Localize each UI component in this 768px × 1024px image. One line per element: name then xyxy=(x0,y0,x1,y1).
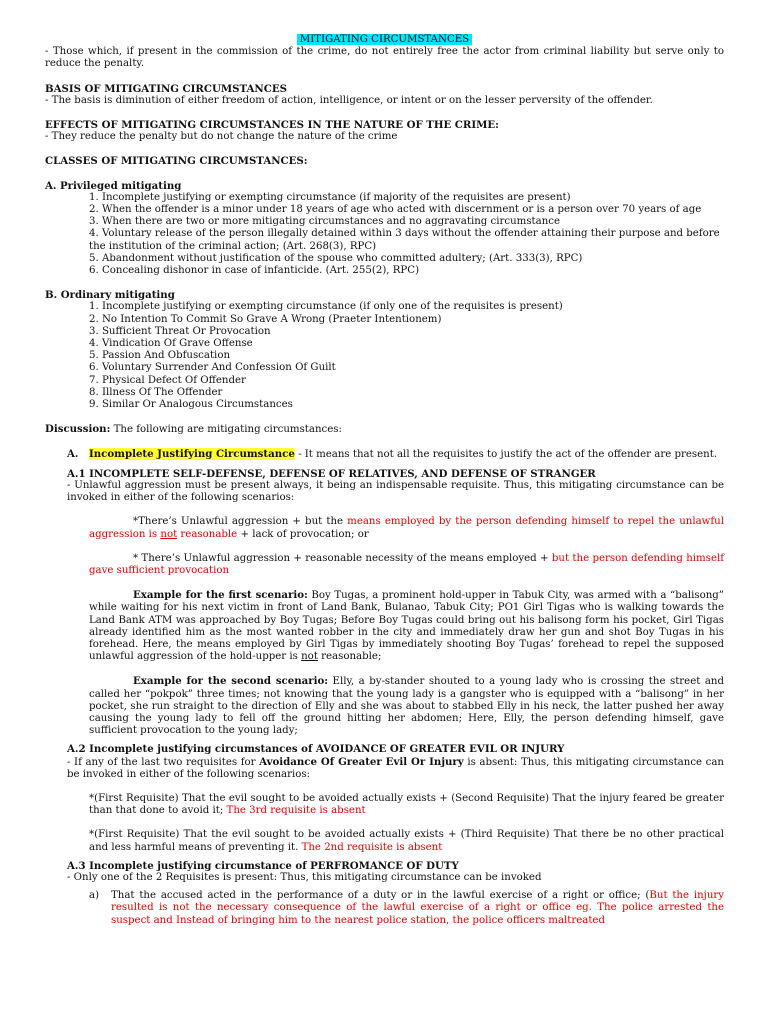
privileged-list xyxy=(45,192,724,277)
a1-scenario-1: *There’s Unlawful aggression + but the means employed by the person defending himself to repel the unlawful aggression is not reasonable + lack of provocation; or xyxy=(89,516,724,540)
a2-heading: A.2 Incomplete justifying circumstances of AVOIDANCE OF GREATER EVIL OR INJURY xyxy=(67,743,565,756)
list-item: 7. Physical Defect Of Offender xyxy=(89,374,246,386)
list-item: 8. Illness Of The Offender xyxy=(89,386,223,398)
list-item: 4. Vindication Of Grave Offense xyxy=(89,338,253,350)
section-a-marker: A. xyxy=(67,448,79,461)
a3-item-a-marker: a) xyxy=(89,890,100,902)
section-a-title: Incomplete Justifying Circumstance xyxy=(89,448,295,461)
a2-text: - If any of the last two requisites for Avoidance Of Greater Evil Or Injury is absent: Thus, this mitigating circumstance can be invoked in either of the following scenarios: xyxy=(67,755,724,780)
a1-scenario-2: * There’s Unlawful aggression + reasonable necessity of the means employed + but the person defending himself gave sufficient provocation xyxy=(89,552,724,576)
section-a: A. Incomplete Justifying Circumstance - It means that not all the requisites to justify the act of the offender are present. xyxy=(67,448,718,461)
list-item: 2. No Intention To Commit So Grave A Wrong (Praeter Intentionem) xyxy=(89,313,442,325)
a3-item-a: a) That the accused acted in the performance of a duty or in the lawful exercise of a right or office; (But the injury resulted is not the necessary consequence of the lawful exercise of a right or office eg. The police arrested the suspect and Instead of bringing him to the nearest police station, the police officers maltreated xyxy=(89,890,724,926)
a1-heading: A.1 INCOMPLETE SELF-DEFENSE, DEFENSE OF RELATIVES, AND DEFENSE OF STRANGER xyxy=(67,467,596,480)
a3-heading: A.3 Incomplete justifying circumstance of PERFROMANCE OF DUTY xyxy=(67,859,459,872)
list-item: 5. Passion And Obfuscation xyxy=(89,350,231,362)
page-title: MITIGATING CIRCUMSTANCES xyxy=(45,34,724,46)
intro-text: - Those which, if present in the commission of the crime, do not entirely free the actor from criminal liability but serve only to reduce the penalty. xyxy=(45,46,724,70)
effects-heading: EFFECTS OF MITIGATING CIRCUMSTANCES IN THE NATURE OF THE CRIME: xyxy=(45,119,499,132)
classes-heading: CLASSES OF MITIGATING CIRCUMSTANCES: xyxy=(45,155,308,168)
ordinary-list xyxy=(45,301,724,411)
a1-text: - Unlawful aggression must be present always, it being an indispensable requisite. Thus, this mitigating circumstance can be invoked in either of the following scenarios: xyxy=(67,479,724,504)
a2-requisite-1: *(First Requisite) That the evil sought to be avoided actually exists + (Second Requisite) That the injury feared be greater than that done to avoid it; The 3rd requisite is absent xyxy=(89,792,724,817)
list-item: 2. When the offender is a minor under 18 years of age who acted with discernment or is a person over 70 years of age xyxy=(89,204,702,216)
list-item: 9. Similar Or Analogous Circumstances xyxy=(89,399,293,411)
a2-requisite-2: *(First Requisite) That the evil sought to be avoided actually exists + (Third Requisite) That there be no other practical and less harmful means of preventing it. The 2nd requisite is absent xyxy=(89,829,724,853)
list-item: 4. Voluntary release of the person illegally detained within 3 days without the offender attaining their purpose and before the institution of the criminal action; (Art. 268(3), RPC) xyxy=(89,228,720,252)
a1-example-2: Example for the second scenario: Elly, a by-stander shouted to a young lady who is crossing the street and called her “pokpok” three times; not knowing that the young lady is a gangster who is equipped with a “balisong” in her pocket, she run straight to the direction of Elly and she was about to stabbed Elly in his neck, the latter pushed her away causing the young lady to fell off the ground hitting her abdomen; Here, Elly, the person defending himself, gave sufficient provocation to the young lady; xyxy=(89,675,724,737)
list-item: 6. Concealing dishonor in case of infanticide. (Art. 255(2), RPC) xyxy=(89,265,420,277)
list-item: 1. Incomplete justifying or exempting circumstance (if only one of the requisites is present) xyxy=(89,301,563,313)
basis-text: - The basis is diminution of either freedom of action, intelligence, or intent or on the lesser perversity of the offender. xyxy=(45,94,653,106)
effects-text: - They reduce the penalty but do not change the nature of the crime xyxy=(45,131,398,143)
list-item: 3. When there are two or more mitigating circumstances and no aggravating circumstance xyxy=(89,216,561,228)
basis-heading: BASIS OF MITIGATING CIRCUMSTANCES xyxy=(45,82,287,95)
a3-text: - Only one of the 2 Requisites is present: Thus, this mitigating circumstance can be invoked xyxy=(67,871,542,883)
privileged-heading: A. Privileged mitigating xyxy=(45,179,182,192)
ordinary-heading: B. Ordinary mitigating xyxy=(45,289,175,302)
a1-example-1: Example for the first scenario: Boy Tugas, a prominent hold-upper in Tabuk City, was armed with a “balisong” while waiting for his next victim in front of Land Bank, Bulanao, Tabuk City; PO1 Girl Tigas who is walking towards the Land Bank ATM was approached by Boy Tugas; Before Boy Tugas could bring out his balisong form his pocket, Girl Tigas already identified him as the most wanted robber in the city and immediately draw her gun and shot Boy Tugas in his forehead. Here, the means employed by Girl Tigas by immediately shooting Boy Tugas’ forehead to repel the supposed unlawful aggression of the hold-upper is not reasonable; xyxy=(89,589,724,663)
list-item: 5. Abandonment without justification of the spouse who committed adultery; (Art. 333(3), RPC) xyxy=(89,252,583,264)
list-item: 3. Sufficient Threat Or Provocation xyxy=(89,325,271,337)
list-item: 6. Voluntary Surrender And Confession Of Guilt xyxy=(89,362,336,374)
list-item: 1. Incomplete justifying or exempting circumstance (if majority of the requisites are present) xyxy=(89,191,571,203)
discussion-line: Discussion: The following are mitigating circumstances: xyxy=(45,423,342,436)
